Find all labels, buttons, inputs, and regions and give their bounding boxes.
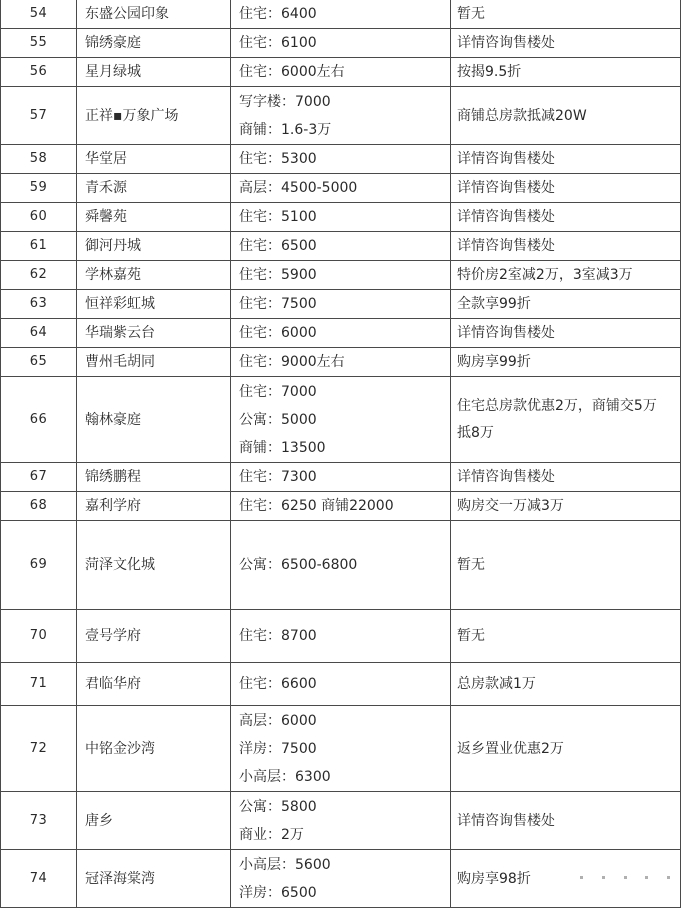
price-line: 住宅：7500 xyxy=(239,296,317,312)
project-name: 华瑞紫云台 xyxy=(77,319,231,348)
price-line: 住宅：6600 xyxy=(239,676,317,692)
project-name: 君临华府 xyxy=(77,663,231,706)
price-cell xyxy=(231,87,451,145)
row-number: 59 xyxy=(1,174,77,203)
price-cell xyxy=(231,232,451,261)
price-line: 住宅：6000左右 xyxy=(239,64,345,80)
price-line: 公寓：5000 xyxy=(239,411,317,428)
table-row xyxy=(1,610,681,663)
price-line: 住宅：5900 xyxy=(239,267,317,283)
row-number: 63 xyxy=(1,290,77,319)
price-line: 住宅：9000左右 xyxy=(239,354,345,370)
promotion-cell: 暂无 xyxy=(451,0,681,29)
price-cell xyxy=(231,521,451,610)
table-row xyxy=(1,58,681,87)
price-line: 住宅：6100 xyxy=(239,35,317,51)
promotion-cell: 按揭9.5折 xyxy=(451,58,681,87)
table-row xyxy=(1,203,681,232)
table-row xyxy=(1,319,681,348)
promotion-cell: 购房交一万减3万 xyxy=(451,492,681,521)
price-line: 洋房：6500 xyxy=(239,884,317,901)
row-number: 71 xyxy=(1,663,77,706)
price-line: 住宅：6000 xyxy=(239,325,317,341)
row-number: 73 xyxy=(1,792,77,850)
price-cell xyxy=(231,377,451,463)
promotion-cell: 暂无 xyxy=(451,610,681,663)
price-line: 写字楼：7000 xyxy=(239,93,331,110)
promotion-cell: 详情咨询售楼处 xyxy=(451,463,681,492)
row-number: 67 xyxy=(1,463,77,492)
promotion-cell: 返乡置业优惠2万 xyxy=(451,706,681,792)
row-number: 72 xyxy=(1,706,77,792)
row-number: 57 xyxy=(1,87,77,145)
price-line: 小高层：6300 xyxy=(239,768,331,785)
promotion-cell: 详情咨询售楼处 xyxy=(451,29,681,58)
price-cell xyxy=(231,145,451,174)
price-cell xyxy=(231,850,451,908)
price-cell xyxy=(231,0,451,29)
row-number: 60 xyxy=(1,203,77,232)
project-name: 正祥▪万象广场 xyxy=(77,87,231,145)
row-number: 70 xyxy=(1,610,77,663)
project-name: 恒祥彩虹城 xyxy=(77,290,231,319)
price-line: 商铺：1.6-3万 xyxy=(239,121,332,138)
price-cell xyxy=(231,663,451,706)
table-row xyxy=(1,706,681,792)
price-cell xyxy=(231,492,451,521)
price-line: 住宅：5100 xyxy=(239,209,317,225)
price-line: 住宅：7000 xyxy=(239,383,317,400)
table-row xyxy=(1,663,681,706)
row-number: 74 xyxy=(1,850,77,908)
price-cell xyxy=(231,463,451,492)
promotion-cell: 购房享99折 xyxy=(451,348,681,377)
table-row xyxy=(1,232,681,261)
price-line: 公寓：6500-6800 xyxy=(239,557,358,573)
price-cell xyxy=(231,261,451,290)
project-name: 嘉利学府 xyxy=(77,492,231,521)
row-number: 69 xyxy=(1,521,77,610)
row-number: 61 xyxy=(1,232,77,261)
promotion-cell: 全款享99折 xyxy=(451,290,681,319)
table-row xyxy=(1,145,681,174)
watermark-dots xyxy=(580,872,670,882)
price-cell xyxy=(231,29,451,58)
row-number: 62 xyxy=(1,261,77,290)
project-name: 东盛公园印象 xyxy=(77,0,231,29)
project-name: 星月绿城 xyxy=(77,58,231,87)
project-name: 曹州毛胡同 xyxy=(77,348,231,377)
table-row xyxy=(1,492,681,521)
table-row xyxy=(1,463,681,492)
promotion-cell: 详情咨询售楼处 xyxy=(451,792,681,850)
row-number: 55 xyxy=(1,29,77,58)
project-name: 学林嘉苑 xyxy=(77,261,231,290)
price-cell xyxy=(231,290,451,319)
promotion-cell: 特价房2室减2万，3室减3万 xyxy=(451,261,681,290)
price-line: 住宅：6400 xyxy=(239,5,317,22)
project-name: 菏泽文化城 xyxy=(77,521,231,610)
project-name: 唐乡 xyxy=(77,792,231,850)
row-number: 54 xyxy=(1,0,77,29)
price-line: 公寓：5800 xyxy=(239,798,317,815)
row-number: 68 xyxy=(1,492,77,521)
row-number: 65 xyxy=(1,348,77,377)
price-cell xyxy=(231,706,451,792)
promotion-cell: 住宅总房款优惠2万，商铺交5万抵8万 xyxy=(451,377,681,463)
price-line: 住宅：8700 xyxy=(239,628,317,644)
promotion-cell: 详情咨询售楼处 xyxy=(451,145,681,174)
table-row xyxy=(1,348,681,377)
project-name: 舜馨苑 xyxy=(77,203,231,232)
price-line: 商铺：13500 xyxy=(239,439,326,456)
project-name: 青禾源 xyxy=(77,174,231,203)
row-number: 64 xyxy=(1,319,77,348)
row-number: 56 xyxy=(1,58,77,87)
table-row xyxy=(1,261,681,290)
project-name: 中铭金沙湾 xyxy=(77,706,231,792)
price-cell xyxy=(231,174,451,203)
project-name: 锦绣豪庭 xyxy=(77,29,231,58)
table-row xyxy=(1,377,681,463)
promotion-cell: 详情咨询售楼处 xyxy=(451,232,681,261)
promotion-cell: 暂无 xyxy=(451,521,681,610)
table-row xyxy=(1,792,681,850)
row-number: 58 xyxy=(1,145,77,174)
promotion-cell: 详情咨询售楼处 xyxy=(451,319,681,348)
project-name: 壹号学府 xyxy=(77,610,231,663)
project-name: 御河丹城 xyxy=(77,232,231,261)
project-name: 华堂居 xyxy=(77,145,231,174)
price-cell xyxy=(231,319,451,348)
table-row xyxy=(1,290,681,319)
price-line: 高层：6000 xyxy=(239,712,317,729)
price-cell xyxy=(231,203,451,232)
table-row xyxy=(1,850,681,908)
promotion-cell: 详情咨询售楼处 xyxy=(451,174,681,203)
price-line: 住宅：7300 xyxy=(239,469,317,485)
price-line: 住宅：6250 商铺22000 xyxy=(239,498,394,514)
promotion-cell: 详情咨询售楼处 xyxy=(451,203,681,232)
table-row xyxy=(1,174,681,203)
row-number: 66 xyxy=(1,377,77,463)
project-name: 冠泽海棠湾 xyxy=(77,850,231,908)
table-row xyxy=(1,87,681,145)
promotion-cell: 购房享98折 xyxy=(451,850,681,908)
price-cell xyxy=(231,610,451,663)
price-line: 高层：4500-5000 xyxy=(239,180,358,196)
project-name: 锦绣鹏程 xyxy=(77,463,231,492)
price-cell xyxy=(231,792,451,850)
price-line: 住宅：5300 xyxy=(239,151,317,167)
price-line: 洋房：7500 xyxy=(239,740,317,757)
price-line: 住宅：6500 xyxy=(239,238,317,254)
table-row xyxy=(1,0,681,29)
price-line: 商业：2万 xyxy=(239,826,304,843)
price-line: 小高层：5600 xyxy=(239,856,331,873)
table-row xyxy=(1,521,681,610)
promotion-cell: 商铺总房款抵减20W xyxy=(451,87,681,145)
project-name: 翰林豪庭 xyxy=(77,377,231,463)
price-cell xyxy=(231,348,451,377)
table-row xyxy=(1,29,681,58)
promotion-cell: 总房款减1万 xyxy=(451,663,681,706)
price-cell xyxy=(231,58,451,87)
